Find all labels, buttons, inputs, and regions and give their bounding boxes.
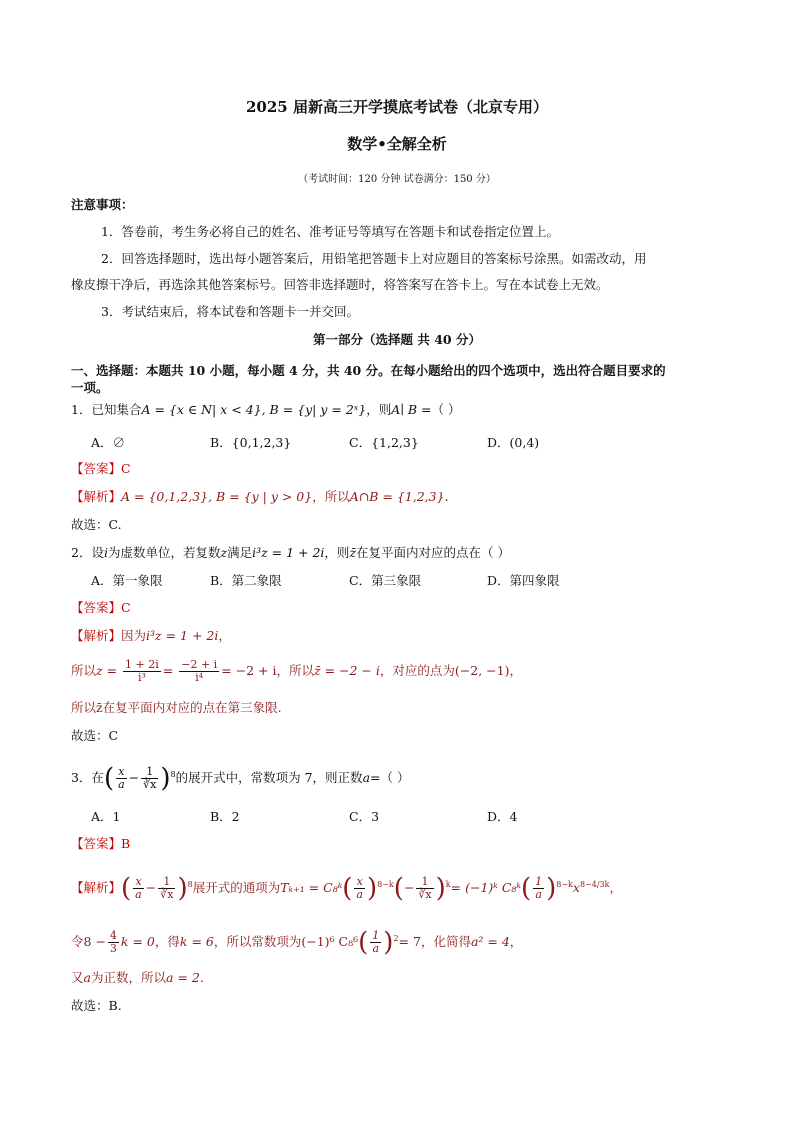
q3-answer (71, 834, 130, 854)
q3-stem-c: =（ ） (370, 770, 410, 786)
q3-a: a (362, 770, 371, 786)
q3-l1-xpow: 8−4/3k (579, 880, 610, 889)
q3-option-b: B．2 (210, 809, 240, 824)
left-paren-icon: ( (103, 763, 115, 794)
q3-l1-eq: = (−1)ᵏ C₈ᵏ (450, 880, 521, 896)
q3-l3-res: a = 2 (165, 970, 200, 985)
answer-label: 【答案】 (71, 836, 122, 851)
left-paren-icon: ( (342, 873, 353, 904)
q3-l1-pow: 8 (187, 880, 193, 889)
q2-option-b: B．第二象限 (210, 573, 282, 588)
analysis-label: 【解析】 (71, 628, 122, 643)
left-paren-icon: ( (358, 927, 369, 958)
q2-frac-2-den: i⁴ (195, 671, 204, 684)
q3-l2-d: ，化简得 (420, 934, 471, 950)
choose-label: 故选： (71, 998, 109, 1013)
q2-analysis-2 (71, 654, 522, 688)
q3-l2-c: ，所以常数项为 (213, 934, 302, 950)
q3-l2-a2: a² = 4 (470, 934, 510, 950)
q2-l2-pt: (−2, −1) (454, 663, 510, 678)
q2-analysis-1 (71, 626, 231, 646)
q1-choose-value: C. (108, 517, 122, 532)
q3-frac-1-den: a (118, 778, 125, 792)
q3-l1-frac-3 (354, 876, 365, 901)
q2-frac-2 (179, 659, 219, 684)
q2-l2-eq: = (162, 663, 174, 678)
q3-choose-value: B. (108, 998, 122, 1013)
q3-option-d: D．4 (487, 809, 518, 824)
q1-choose (71, 515, 122, 535)
notice-item-3: 3．考试结束后，将本试卷和答题卡一并交回。 (101, 304, 359, 319)
q2-l1-end: ， (218, 628, 231, 643)
q1-analysis (71, 487, 449, 507)
notice-item-1: 1．答卷前，考生务必将自己的姓名、准考证号等填写在答题卡和试卷指定位置上。 (101, 224, 559, 239)
q3-answer-value: B (121, 836, 131, 851)
section-instruction-1: 一、选择题：本题共 10 小题，每小题 4 分，共 40 分。在每小题给出的四个选项中，选出符合题目要求的 (71, 363, 666, 378)
q3-l3-b: 为正数，所以 (90, 970, 166, 985)
q3-l2-frac-2 (370, 930, 381, 955)
q2-l2-a: 所以 (71, 663, 97, 678)
q3-frac-2-den: ∛x (143, 778, 157, 792)
q2-stem-b: 为虚数单位，若复数 (107, 545, 221, 560)
q3-option-a: A．1 (91, 809, 121, 824)
q3-pow: 8 (170, 770, 176, 779)
analysis-label: 【解析】 (71, 489, 122, 504)
q1-option-a: A．∅ (91, 435, 126, 450)
q3-analysis-2 (71, 920, 522, 958)
q3-l1-frac-1 (133, 876, 144, 901)
q1-analysis-result: A∩B = {1,2,3} (349, 489, 445, 504)
q3-stem-a: 3．在 (71, 770, 104, 786)
q3-l2-eq2: k = 0 (120, 934, 155, 950)
q1-sets: A = {x ∈ N| x < 4}, B = {y| y = 2ˣ} (141, 402, 367, 417)
right-paren-icon: ) (435, 873, 446, 904)
q1-stem (71, 400, 460, 420)
q3-l3-end: . (199, 970, 204, 985)
q3-l2-frac-2-num: 1 (372, 929, 380, 943)
q3-l1-frac-1-num: x (133, 876, 144, 889)
q3-choose (71, 996, 122, 1016)
q2-l2-c: ，对应的点为 (379, 663, 455, 678)
q3-l1-x: x (572, 880, 580, 896)
choose-label: 故选： (71, 517, 109, 532)
q1-option-d: D．(0,4) (487, 435, 540, 450)
right-paren-icon: ) (160, 763, 171, 794)
q3-l1-frac-3-den: a (356, 888, 363, 902)
q3-option-c: C．3 (349, 809, 380, 824)
answer-label: 【答案】 (71, 600, 122, 615)
answer-label: 【答案】 (71, 461, 122, 476)
q2-frac-1-num: 1 + 2i (125, 658, 159, 671)
q1-answer-value: C (121, 461, 131, 476)
q1-stem-b: ，则 (366, 402, 392, 417)
q2-l1-a: 因为 (121, 628, 147, 643)
q3-stem-b: 的展开式中，常数项为 7，则正数 (175, 770, 363, 786)
q3-analysis-3 (71, 968, 204, 988)
q3-l2-eq1: 8 − (83, 934, 106, 950)
q3-l1-frac-2-den: ∛x (160, 888, 174, 902)
q2-l1-eq: i³z = 1 + 2i (146, 628, 219, 643)
q1-option-b: B．{0,1,2,3} (210, 435, 292, 450)
right-paren-icon: ) (366, 873, 378, 904)
right-paren-icon: ) (546, 873, 557, 904)
q3-l1-end: ， (609, 880, 622, 896)
q3-l3-a: 又 (71, 970, 84, 985)
q3-l2-expr: (−1)⁶ C₈⁶ (301, 934, 359, 950)
q2-zbar: z̄ (349, 545, 357, 560)
q3-l1-text: 展开式的通项为 (192, 880, 281, 896)
q3-l2-b: ，得 (154, 934, 180, 950)
right-paren-icon: ) (177, 873, 188, 904)
q3-frac-1-num: x (116, 766, 127, 779)
q1-expr: A∣ B = (391, 402, 432, 417)
analysis-label: 【解析】 (71, 880, 122, 896)
q2-l2-b: ，所以 (276, 663, 315, 678)
notice-heading: 注意事项： (71, 197, 134, 212)
page-subtitle: 数学•全解全析 (347, 135, 447, 153)
q1-paren: （ ） (431, 402, 461, 417)
q2-stem-e: 在复平面内对应的点在（ ） (356, 545, 511, 560)
q3-l1-frac-5 (533, 876, 544, 901)
q2-i: i (103, 545, 108, 560)
q2-frac-1-den: i³ (137, 671, 146, 684)
q3-l1-frac-2 (158, 876, 175, 901)
q1-option-c: C．{1,2,3} (349, 435, 419, 450)
q3-l1-frac-4-num: 1 (416, 876, 433, 889)
q3-l2-a: 令 (71, 934, 84, 950)
left-paren-icon: ( (121, 873, 132, 904)
right-paren-icon: ) (383, 927, 394, 958)
q2-l2-z: z = (96, 663, 118, 678)
q1-analysis-text: ，所以 (312, 489, 350, 504)
q3-analysis-1: 【解析】( $\frac{x}{a}$ − $\frac{1}{∛x}$ )$^8$展开式的通项为Tₖ₊₁ = C₈ᵏ( $\frac{x}{a}$ )$^{8-k}$(− $\frac{1}{∛x}$ )$^k$= (−1)ᵏ C₈ᵏ( $\frac{1}{a}$ )$^{8-k}x^{8-4/3k}$， (71, 873, 622, 904)
q2-answer-value: C (121, 600, 131, 615)
q3-l1-frac-2-num: 1 (158, 876, 175, 889)
q3-l3-var: a (83, 970, 91, 985)
q3-l1-frac-5-den: a (535, 888, 542, 902)
left-paren-icon: ( (520, 873, 532, 904)
q1-analysis-end: . (444, 489, 449, 504)
q2-l2-zbar: z̄ = −2 − i (314, 663, 380, 678)
q3-l2-frac-2-den: a (372, 942, 380, 956)
q2-frac-2-num: −2 + i (181, 658, 218, 671)
q3-l1-frac-4-den: ∛x (418, 888, 432, 902)
q3-l2-end: ， (509, 934, 523, 950)
q3-l1-pow2: k (445, 880, 451, 889)
q3-l1-frac-4 (416, 876, 433, 901)
q2-answer (71, 598, 131, 618)
q3-frac-1 (116, 766, 127, 791)
q3-l1-frac-5-num: 1 (535, 875, 543, 889)
q2-analysis-3: 所以z̄在复平面内对应的点在第三象限. (71, 700, 282, 715)
q1-answer (71, 459, 131, 479)
q2-choose-value: C (108, 728, 119, 743)
q2-frac-1 (123, 659, 161, 684)
choose-label: 故选： (71, 728, 109, 743)
q3-l1-pow1: 8−k (377, 880, 394, 889)
q2-stem-a: 2．设 (71, 545, 104, 560)
q1-analysis-expr: A = {0,1,2,3}, B = {y | y > 0} (121, 489, 313, 504)
q3-l1-frac-3-num: x (354, 876, 365, 889)
q3-l2-k: k = 6 (179, 934, 214, 950)
exam-meta: （考试时间：120 分钟 试卷满分：150 分） (298, 174, 496, 185)
q3-l2-frac-1 (108, 930, 119, 955)
q3-l2-pow: 2 (393, 934, 399, 943)
page-title: 2025 届新高三开学摸底考试卷（北京专用） (246, 98, 548, 116)
q3-l1-pow3: 8−k (556, 880, 573, 889)
q2-option-d: D．第四象限 (487, 573, 560, 588)
q2-stem-d: ，则 (324, 545, 350, 560)
q2-z: z (220, 545, 228, 560)
notice-item-2: 2．回答选择题时，选出每小题答案后，用铅笔把答题卡上对应题目的答案标号涂黑。如需改动，用 (101, 251, 647, 266)
q2-stem-c: 满足 (227, 545, 253, 560)
left-paren-icon: ( (393, 873, 404, 904)
q2-option-a: A．第一象限 (91, 573, 163, 588)
section-instruction-2: 一项。 (71, 380, 109, 395)
q3-frac-2 (141, 766, 158, 791)
q3-l2-frac-1-den: 3 (109, 942, 117, 956)
section-title: 第一部分（选择题 共 40 分） (313, 332, 481, 347)
q3-l2-frac-1-num: 4 (109, 929, 117, 943)
q3-l1-frac-1-den: a (135, 888, 142, 902)
q3-l1-T: Tₖ₊₁ = C₈ᵏ (280, 880, 343, 896)
q2-l2-end: ， (509, 663, 522, 678)
q2-l2-val: = −2 + i (221, 663, 277, 678)
q3-l2-val: = 7 (398, 934, 421, 950)
q2-choose (71, 726, 118, 746)
q2-option-c: C．第三象限 (349, 573, 422, 588)
notice-item-2-cont: 橡皮擦干净后，再选涂其他答案标号。回答非选择题时，将答案写在答卡上。写在本试卷上无效。 (71, 277, 609, 292)
q2-stem (71, 543, 510, 563)
q1-stem-a: 1．已知集合 (71, 402, 142, 417)
q2-eq: i³z = 1 + 2i (252, 545, 325, 560)
q3-stem: 3．在( $\frac{x}{a}$ − $\frac{1}{∛x}$ )$^8$的展开式中，常数项为 7，则正数a=（ ） (71, 763, 410, 794)
q3-frac-2-num: 1 (141, 766, 158, 779)
